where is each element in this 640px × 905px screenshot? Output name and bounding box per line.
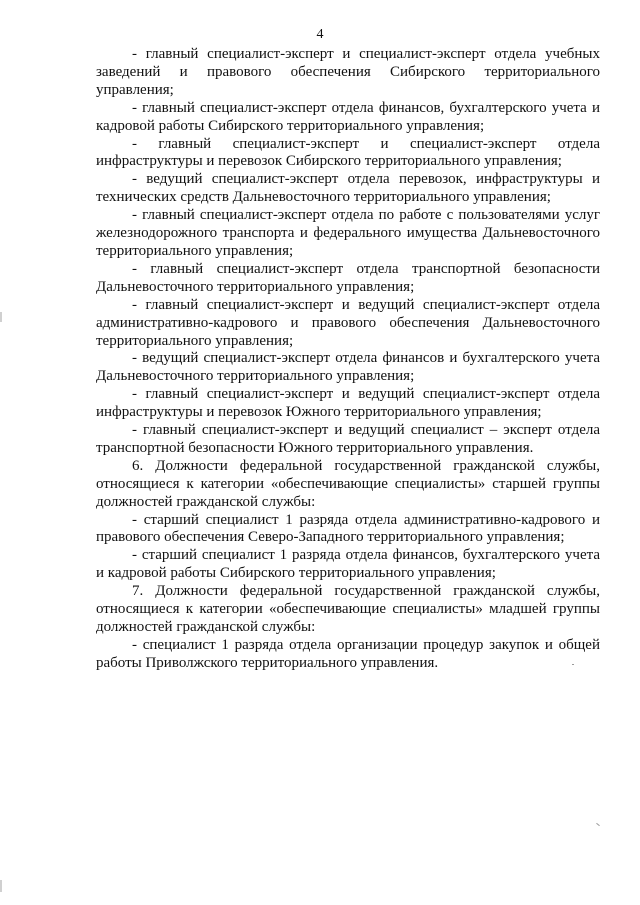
- scan-edge-mark: [0, 312, 2, 322]
- list-item: - ведущий специалист-эксперт отдела перевозок, инфраструктуры и технических средств Дальневосточного территориального управления;: [96, 171, 600, 206]
- list-item: - главный специалист-эксперт и специалист-эксперт отдела учебных заведений и правового обеспечения Сибирского территориального управления;: [96, 46, 600, 98]
- list-item: - ведущий специалист-эксперт отдела финансов и бухгалтерского учета Дальневосточного территориального управления;: [96, 350, 600, 385]
- document-body: [96, 46, 600, 673]
- list-item: - главный специалист-эксперт и специалист-эксперт отдела инфраструктуры и перевозок Сибирского территориального управления;: [96, 135, 600, 170]
- list-item: - главный специалист-эксперт отдела финансов, бухгалтерского учета и кадровой работы Сибирского территориального управления;: [96, 99, 600, 134]
- scan-speck: [596, 823, 600, 826]
- list-item: - старший специалист 1 разряда отдела административно-кадрового и правового обеспечения Северо-Западного территориального управления;: [96, 511, 600, 546]
- list-item: - главный специалист-эксперт отдела транспортной безопасности Дальневосточного территориального управления;: [96, 260, 600, 295]
- list-item: - главный специалист-эксперт отдела по работе с пользователями услуг железнодорожного транспорта и федерального имущества Дальневосточного территориального управления;: [96, 207, 600, 259]
- section-heading-6: 6. Должности федеральной государственной гражданской службы, относящиеся к категории «обеспечивающие специалисты» старшей группы должностей гражданской службы:: [96, 457, 600, 510]
- list-item: - старший специалист 1 разряда отдела финансов, бухгалтерского учета и кадровой работы Сибирского территориального управления;: [96, 547, 600, 582]
- scan-speck: [572, 664, 574, 665]
- page-number: 4: [316, 27, 324, 42]
- list-item: - главный специалист-эксперт и ведущий специалист-эксперт отдела административно-кадрового и правового обеспечения Дальневосточного территориального управления;: [96, 296, 600, 349]
- list-item: - главный специалист-эксперт и ведущий специалист-эксперт отдела инфраструктуры и перевозок Южного территориального управления;: [96, 386, 600, 421]
- list-item: - главный специалист-эксперт и ведущий специалист – эксперт отдела транспортной безопасности Южного территориального управления.: [96, 422, 600, 456]
- section-heading-7: 7. Должности федеральной государственной гражданской службы, относящиеся к категории «обеспечивающие специалисты» младшей группы должностей гражданской службы:: [96, 583, 600, 635]
- list-item: - специалист 1 разряда отдела организации процедур закупок и общей работы Приволжского территориального управления.: [96, 636, 600, 671]
- scan-edge-mark: [0, 880, 2, 892]
